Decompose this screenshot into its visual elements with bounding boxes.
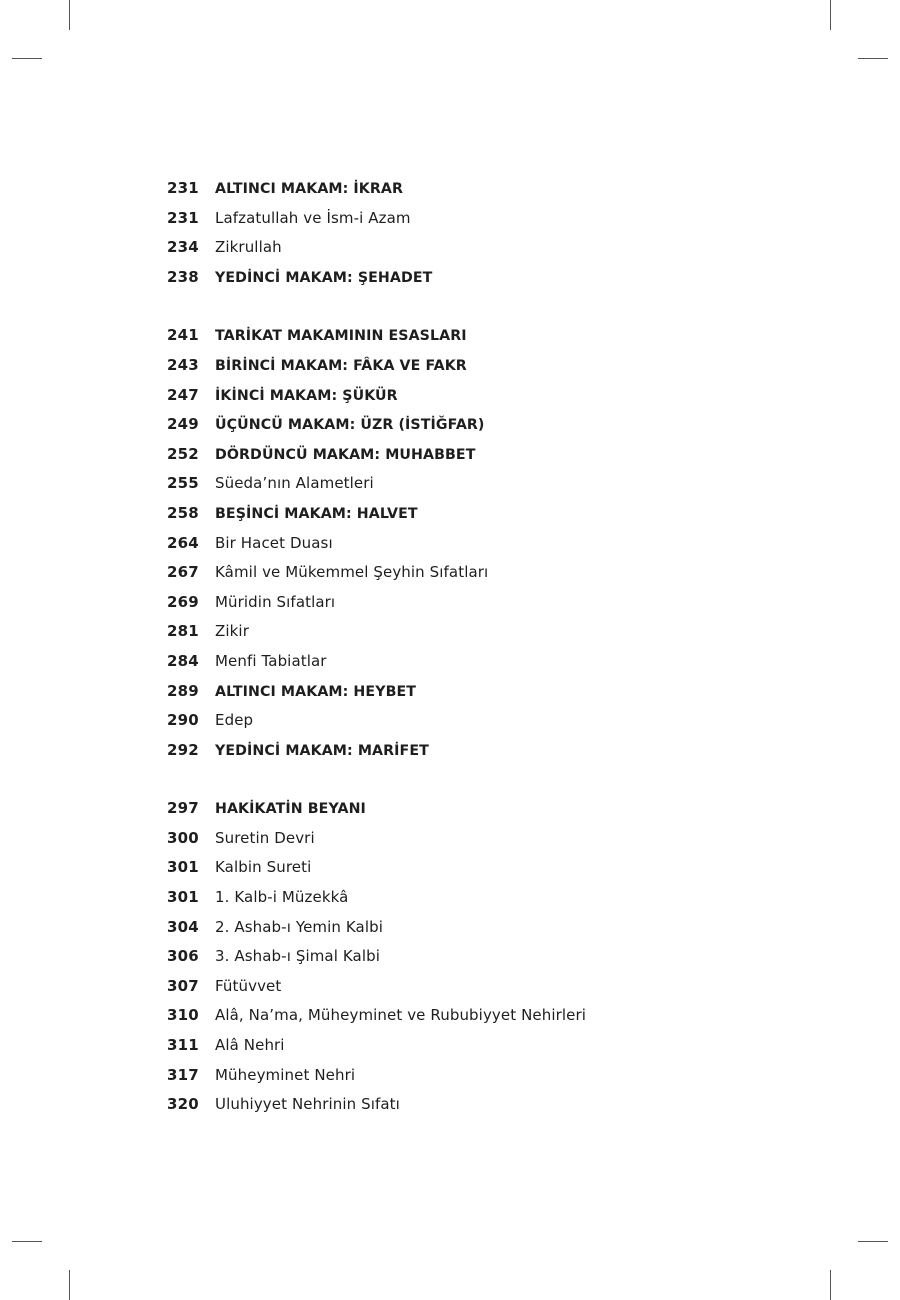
page-number: 310	[167, 1006, 199, 1025]
toc-entry	[167, 531, 807, 561]
chapter-heading: TARİKAT MAKAMININ ESASLARI	[215, 328, 467, 345]
toc-entry	[167, 974, 807, 1004]
section-title: Müridin Sıfatları	[215, 592, 336, 611]
section-title: Suretin Devri	[215, 828, 315, 847]
page-number: 231	[167, 179, 199, 197]
crop-mark	[858, 58, 888, 59]
toc-entry	[167, 323, 807, 353]
page-number: 269	[167, 592, 199, 611]
page-number: 243	[167, 355, 199, 374]
page-number: 267	[167, 563, 199, 582]
page-number: 311	[167, 1036, 199, 1055]
toc-entry	[167, 501, 807, 531]
page-number: 247	[167, 385, 199, 404]
chapter-heading: YEDİNCİ MAKAM: MARİFET	[215, 742, 429, 759]
page-number: 290	[167, 711, 199, 730]
toc-entry	[167, 1092, 807, 1122]
page-number: 317	[167, 1065, 199, 1084]
page-number: 252	[167, 444, 199, 463]
toc-entry	[167, 826, 807, 856]
page-number: 289	[167, 681, 199, 700]
section-title: Süeda’nın Alametleri	[215, 474, 374, 493]
page-number: 284	[167, 651, 199, 670]
section-title: Kalbin Sureti	[215, 858, 312, 877]
crop-mark	[830, 1270, 831, 1300]
section-title: Edep	[215, 711, 254, 730]
chapter-heading: HAKİKATİN BEYANI	[215, 801, 366, 818]
toc-entry	[167, 590, 807, 620]
toc-entry	[167, 560, 807, 590]
page-number: 304	[167, 917, 199, 936]
toc-entry	[167, 206, 807, 236]
section-title: Uluhiyyet Nehrinin Sıfatı	[215, 1095, 400, 1114]
section-title: 3. Ashab-ı Şimal Kalbi	[215, 947, 380, 966]
toc-entry	[167, 796, 807, 826]
section-title: Bir Hacet Duası	[215, 533, 333, 552]
toc-entry	[167, 708, 807, 738]
section-title: Kâmil ve Mükemmel Şeyhin Sıfatları	[215, 563, 489, 582]
crop-mark	[12, 1241, 42, 1242]
page-number: 306	[167, 947, 199, 966]
toc-entry	[167, 471, 807, 501]
chapter-heading: ÜÇÜNCÜ MAKAM: ÜZR (İSTİĞFAR)	[215, 417, 485, 434]
toc-entry	[167, 383, 807, 413]
page-number: 297	[167, 799, 199, 818]
page-number: 281	[167, 622, 199, 641]
page-number: 238	[167, 267, 199, 286]
section-title: Zikir	[215, 622, 249, 641]
section-title: Menfi Tabiatlar	[215, 651, 327, 670]
page-number: 231	[167, 208, 199, 227]
toc-entry	[167, 353, 807, 383]
page-number: 264	[167, 533, 199, 552]
page-number: 234	[167, 238, 199, 257]
chapter-heading: ALTINCI MAKAM: İKRAR	[215, 181, 404, 197]
crop-mark	[858, 1241, 888, 1242]
chapter-heading: İKİNCİ MAKAM: ŞÜKÜR	[215, 387, 398, 404]
toc-entry	[167, 1063, 807, 1093]
toc-entry	[167, 679, 807, 709]
crop-mark	[69, 1270, 70, 1300]
toc-section	[167, 323, 807, 767]
toc-entry	[167, 738, 807, 768]
page-number: 301	[167, 888, 199, 907]
toc-entry	[167, 442, 807, 472]
toc-entry	[167, 235, 807, 265]
crop-mark	[69, 0, 70, 30]
section-title: Lafzatullah ve İsm-i Azam	[215, 208, 411, 227]
section-title: 2. Ashab-ı Yemin Kalbi	[215, 917, 383, 936]
page-number: 320	[167, 1095, 199, 1114]
chapter-heading: ALTINCI MAKAM: HEYBET	[215, 683, 417, 700]
page-number: 258	[167, 503, 199, 522]
toc-entry	[167, 1033, 807, 1063]
page-number: 292	[167, 740, 199, 759]
section-title: Zikrullah	[215, 238, 282, 257]
section-title: Alâ, Na’ma, Müheyminet ve Rububiyyet Nehirleri	[215, 1006, 587, 1025]
toc-entry	[167, 855, 807, 885]
toc-entry	[167, 1003, 807, 1033]
toc-entry	[167, 176, 807, 206]
toc-entry	[167, 885, 807, 915]
section-title: Fütüvvet	[215, 976, 282, 995]
toc-section	[167, 796, 807, 1122]
section-title: Müheyminet Nehri	[215, 1065, 356, 1084]
crop-mark	[12, 58, 42, 59]
chapter-heading: YEDİNCİ MAKAM: ŞEHADET	[215, 269, 433, 286]
toc-entry	[167, 619, 807, 649]
page-number: 307	[167, 976, 199, 995]
page-number: 255	[167, 474, 199, 493]
toc-entry	[167, 412, 807, 442]
toc-section	[167, 176, 807, 294]
toc-entry	[167, 265, 807, 295]
chapter-heading: BEŞİNCİ MAKAM: HALVET	[215, 505, 418, 522]
toc-entry	[167, 944, 807, 974]
page-number: 249	[167, 415, 199, 434]
page-number: 241	[167, 326, 199, 345]
page-number: 300	[167, 828, 199, 847]
page-number: 301	[167, 858, 199, 877]
chapter-heading: BİRİNCİ MAKAM: FÂKA VE FAKR	[215, 357, 467, 374]
crop-mark	[830, 0, 831, 30]
toc-entry	[167, 915, 807, 945]
table-of-contents	[167, 176, 807, 1122]
toc-entry	[167, 649, 807, 679]
section-title: Alâ Nehri	[215, 1036, 285, 1055]
chapter-heading: DÖRDÜNCÜ MAKAM: MUHABBET	[215, 446, 476, 463]
section-title: 1. Kalb-i Müzekkâ	[215, 888, 349, 907]
